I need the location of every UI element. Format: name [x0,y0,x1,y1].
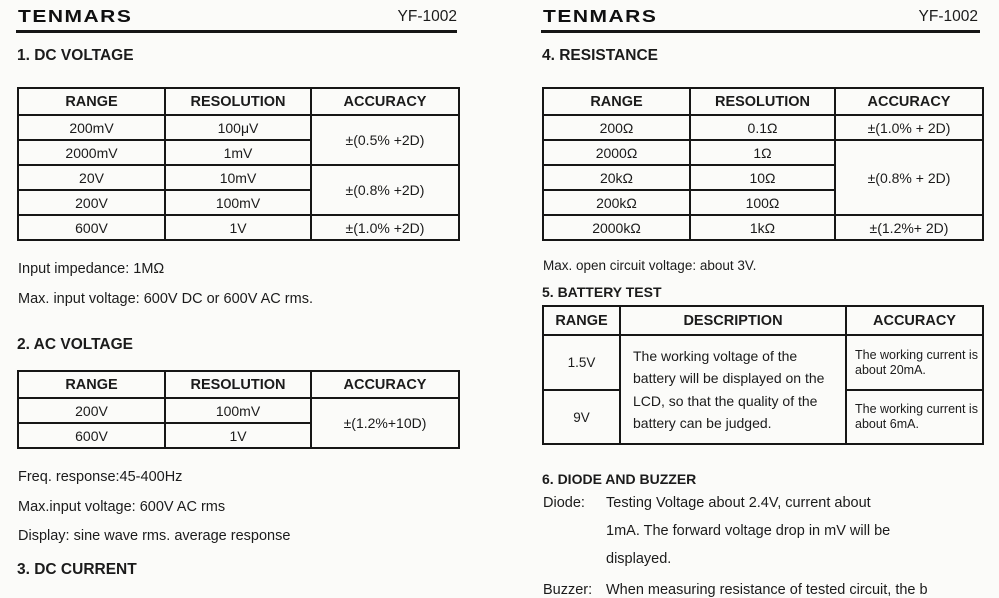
column-header-description: DESCRIPTION [620,306,846,335]
resolution-cell: 10Ω [690,165,835,190]
table-header-row [18,371,459,398]
diode-label: Diode: [543,495,585,511]
range-cell: 2000mV [18,140,165,165]
accuracy-cell: ±(1.2%+ 2D) [835,215,983,240]
range-cell: 200Ω [543,115,690,140]
diode-text-line: 1mA. The forward voltage drop in mV will be [606,523,891,539]
table-row [18,115,459,140]
column-header-accuracy: ACCURACY [311,88,459,115]
resolution-cell: 100μV [165,115,311,140]
resolution-cell: 1mV [165,140,311,165]
accuracy-cell: The working current is about 20mA. [846,335,983,390]
column-header-resolution: RESOLUTION [165,371,311,398]
model-number-left: YF-1002 [397,8,457,25]
accuracy-cell: ±(1.2%+10D) [311,398,459,448]
accuracy-cell: The working current is about 6mA. [846,390,983,444]
accuracy-cell: ±(0.8% +2D) [311,165,459,215]
column-header-accuracy: ACCURACY [835,88,983,115]
resolution-cell: 100mV [165,398,311,423]
range-cell: 600V [18,215,165,240]
section-title-battery-test: 5. BATTERY TEST [542,284,662,300]
table-header-row [543,88,983,115]
table-row [543,140,983,165]
table-row [18,398,459,423]
column-header-range: RANGE [18,371,165,398]
resolution-cell: 1Ω [690,140,835,165]
table-row [543,335,983,390]
section-title-diode-buzzer: 6. DIODE AND BUZZER [542,471,697,487]
table-row [543,215,983,240]
resistance-table [542,87,984,241]
section-title-dc-current: 3. DC CURRENT [17,561,137,578]
range-cell: 600V [18,423,165,448]
range-cell: 20V [18,165,165,190]
column-header-resolution: RESOLUTION [165,88,311,115]
brand-logo-left: TENMARS [18,7,133,26]
ac-voltage-table [17,370,460,449]
accuracy-cell: ±(1.0% + 2D) [835,115,983,140]
note-display-response: Display: sine wave rms. average response [18,528,291,544]
note-max-input-voltage-dc: Max. input voltage: 600V DC or 600V AC rms. [18,291,313,307]
resolution-cell: 1V [165,215,311,240]
model-number-right: YF-1002 [918,8,978,25]
buzzer-text-line: When measuring resistance of tested circuit, the b [606,582,928,598]
table-header-row [543,306,983,335]
resolution-cell: 1kΩ [690,215,835,240]
range-cell: 20kΩ [543,165,690,190]
section-title-dc-voltage: 1. DC VOLTAGE [17,47,134,64]
column-header-range: RANGE [543,88,690,115]
description-cell: The working voltage of the battery will be displayed on the LCD, so that the quality of the battery can be judged. [620,335,846,444]
battery-test-table [542,305,984,445]
resolution-cell: 100mV [165,190,311,215]
resolution-cell: 10mV [165,165,311,190]
buzzer-label: Buzzer: [543,582,593,598]
diode-text-line: Testing Voltage about 2.4V, current about [606,495,871,511]
diode-text-line: displayed. [606,551,672,567]
range-cell: 2000kΩ [543,215,690,240]
header-rule-left [16,30,457,33]
note-input-impedance: Input impedance: 1MΩ [18,261,165,277]
resolution-cell: 1V [165,423,311,448]
range-cell: 200kΩ [543,190,690,215]
table-row [18,165,459,190]
header-rule-right [541,30,980,33]
column-header-accuracy: ACCURACY [846,306,983,335]
dc-voltage-table [17,87,460,241]
resolution-cell: 100Ω [690,190,835,215]
brand-logo-right: TENMARS [543,7,658,26]
range-cell: 200V [18,190,165,215]
accuracy-cell: ±(0.5% +2D) [311,115,459,165]
note-freq-response: Freq. response:45-400Hz [18,469,183,485]
table-row [18,215,459,240]
section-title-ac-voltage: 2. AC VOLTAGE [17,336,133,353]
column-header-accuracy: ACCURACY [311,371,459,398]
note-max-input-voltage-ac: Max.input voltage: 600V AC rms [18,499,226,515]
range-cell: 200V [18,398,165,423]
range-cell: 200mV [18,115,165,140]
resolution-cell: 0.1Ω [690,115,835,140]
accuracy-cell: ±(1.0% +2D) [311,215,459,240]
table-header-row [18,88,459,115]
column-header-resolution: RESOLUTION [690,88,835,115]
table-row [543,115,983,140]
range-cell: 2000Ω [543,140,690,165]
accuracy-cell: ±(0.8% + 2D) [835,140,983,215]
range-cell: 1.5V [543,335,620,390]
range-cell: 9V [543,390,620,444]
column-header-range: RANGE [543,306,620,335]
section-title-resistance: 4. RESISTANCE [542,47,658,64]
column-header-range: RANGE [18,88,165,115]
note-open-circuit-voltage: Max. open circuit voltage: about 3V. [543,258,757,273]
